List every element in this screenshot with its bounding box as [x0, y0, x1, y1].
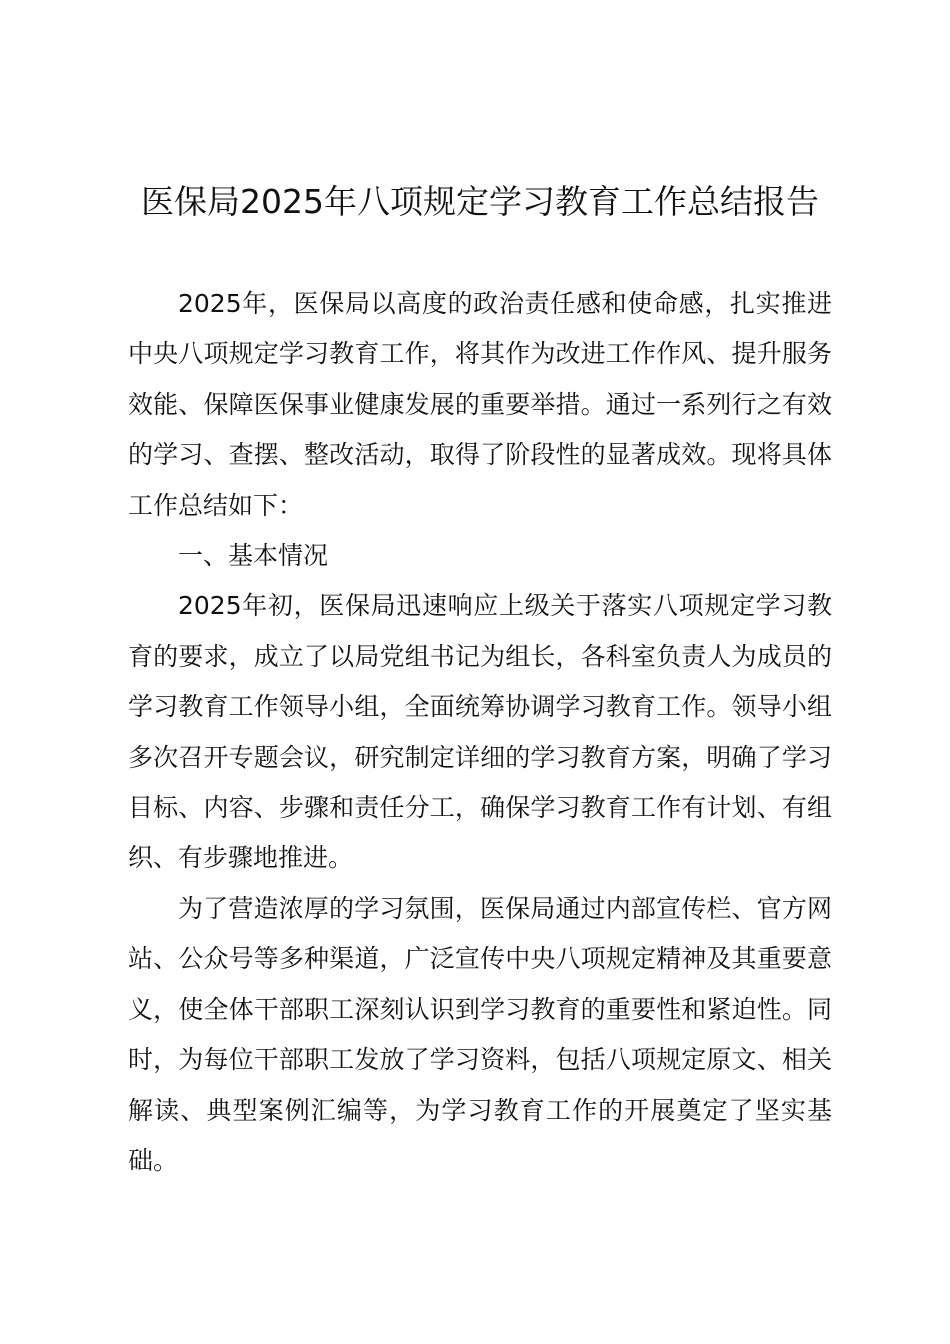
document-title: 医保局2025年八项规定学习教育工作总结报告 — [141, 182, 819, 221]
document-body — [128, 279, 832, 1186]
body-paragraph-leadership: 2025年初，医保局迅速响应上级关于落实八项规定学习教育的要求，成立了以局党组书记为组长，各科室负责人为成员的学习教育工作领导小组，全面统筹协调学习教育工作。领导小组多次召开专题会议，研究制定详细的学习教育方案，明确了学习目标、内容、步骤和责任分工，确保学习教育工作有计划、有组织、有步骤地推进。 — [128, 591, 832, 873]
body-paragraph-publicity: 为了营造浓厚的学习氛围，医保局通过内部宣传栏、官方网站、公众号等多种渠道，广泛宣传中央八项规定精神及其重要意义，使全体干部职工深刻认识到学习教育的重要性和紧迫性。同时，为每位干部职工发放了学习资料，包括八项规定原文、相关解读、典型案例汇编等，为学习教育工作的开展奠定了坚实基础。 — [128, 893, 832, 1175]
section-heading-basic-situation: 一、基本情况 — [178, 541, 329, 571]
intro-paragraph: 2025年，医保局以高度的政治责任感和使命感，扎实推进中央八项规定学习教育工作，将其作为改进工作作风、提升服务效能、保障医保事业健康发展的重要举措。通过一系列行之有效的学习、查摆、整改活动，取得了阶段性的显著成效。现将具体工作总结如下： — [128, 289, 832, 520]
